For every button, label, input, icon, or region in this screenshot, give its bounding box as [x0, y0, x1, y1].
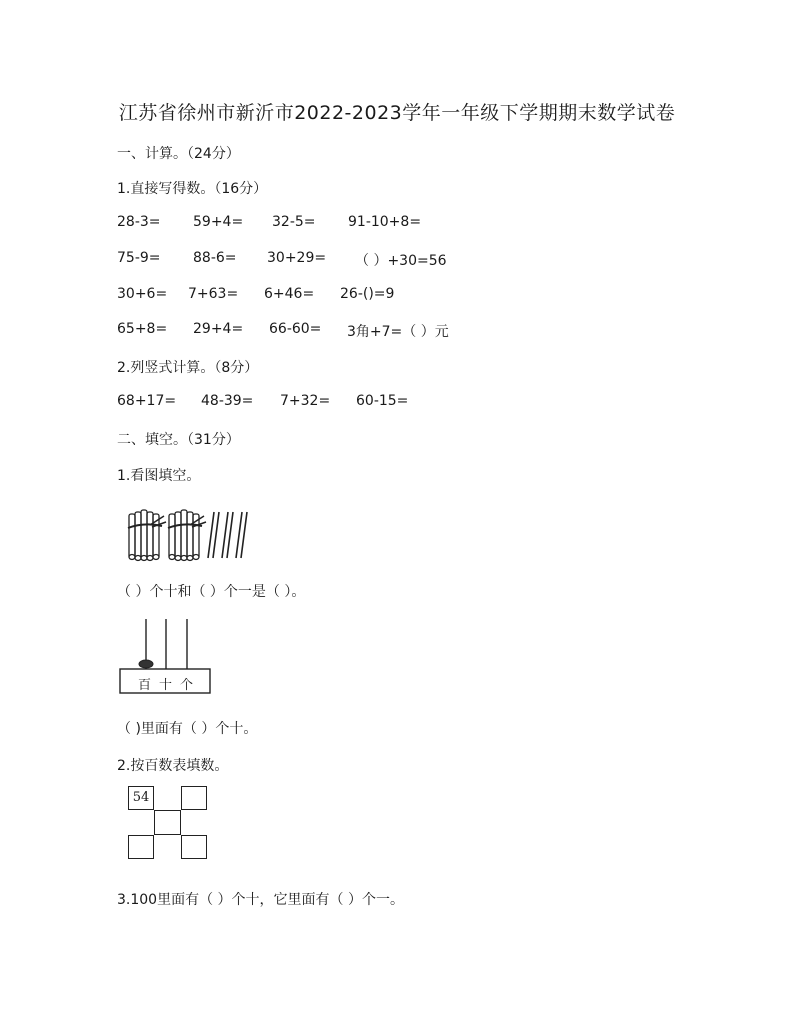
- calc-item: 32-5=: [272, 214, 316, 230]
- stick-bundle-2: [168, 510, 206, 561]
- calc-item: 88-6=: [193, 250, 237, 266]
- calc-item: 7+63=: [188, 286, 239, 302]
- abacus-label-hundreds: 百: [138, 678, 152, 693]
- calc-item: 30+29=: [267, 250, 327, 266]
- calc-item: 65+8=: [117, 321, 168, 337]
- calc-item: （ ）+30=56: [355, 253, 447, 269]
- s2-q3-text: 3.100里面有（ ）个十，它里面有（ ）个一。: [117, 892, 404, 908]
- exam-title: 江苏省徐州市新沂市2022-2023学年一年级下学期期末数学试卷: [118, 102, 676, 124]
- grid-cell-blank: [181, 786, 207, 810]
- hundred-chart-grid: [128, 786, 212, 862]
- s2-q2-heading: 2.按百数表填数。: [117, 758, 229, 774]
- calc-item: 48-39=: [201, 393, 254, 409]
- q2-heading: 2.列竖式计算。（8分）: [117, 360, 259, 376]
- calc-item: 68+17=: [117, 393, 177, 409]
- calc-item: 28-3=: [117, 214, 161, 230]
- calc-item: 29+4=: [193, 321, 244, 337]
- calc-item: 59+4=: [193, 214, 244, 230]
- q1-heading: 1.直接写得数。（16分）: [117, 181, 268, 197]
- s2-q1-text-b: （ )里面有（ ）个十。: [117, 721, 258, 737]
- grid-cell-blank: [154, 810, 181, 835]
- calc-item: 60-15=: [356, 393, 409, 409]
- s2-q1-heading: 1.看图填空。: [117, 468, 201, 484]
- section2-heading: 二、填空。（31分）: [117, 432, 240, 448]
- single-sticks: [208, 512, 247, 558]
- calc-item: 30+6=: [117, 286, 168, 302]
- calc-item: 91-10+8=: [348, 214, 422, 230]
- s2-q1-text-a: （ ）个十和（ ）个一是（ ）。: [117, 584, 306, 600]
- calc-item: 3角+7=（ ）元: [347, 324, 449, 340]
- abacus-label-tens: 十: [159, 678, 173, 693]
- abacus-label-ones: 个: [180, 678, 194, 693]
- calc-item: 75-9=: [117, 250, 161, 266]
- calc-item: 26-()=9: [340, 286, 395, 302]
- grid-cell-blank: [128, 835, 154, 859]
- grid-cell-blank: [181, 835, 207, 859]
- calc-item: 66-60=: [269, 321, 322, 337]
- section1-heading: 一、计算。（24分）: [117, 146, 240, 162]
- calc-item: 6+46=: [264, 286, 315, 302]
- stick-bundle-1: [128, 510, 166, 561]
- grid-cell-54: 54: [128, 786, 154, 810]
- abacus-figure: [118, 617, 214, 695]
- stick-bundles-figure: [124, 502, 252, 564]
- calc-item: 7+32=: [280, 393, 331, 409]
